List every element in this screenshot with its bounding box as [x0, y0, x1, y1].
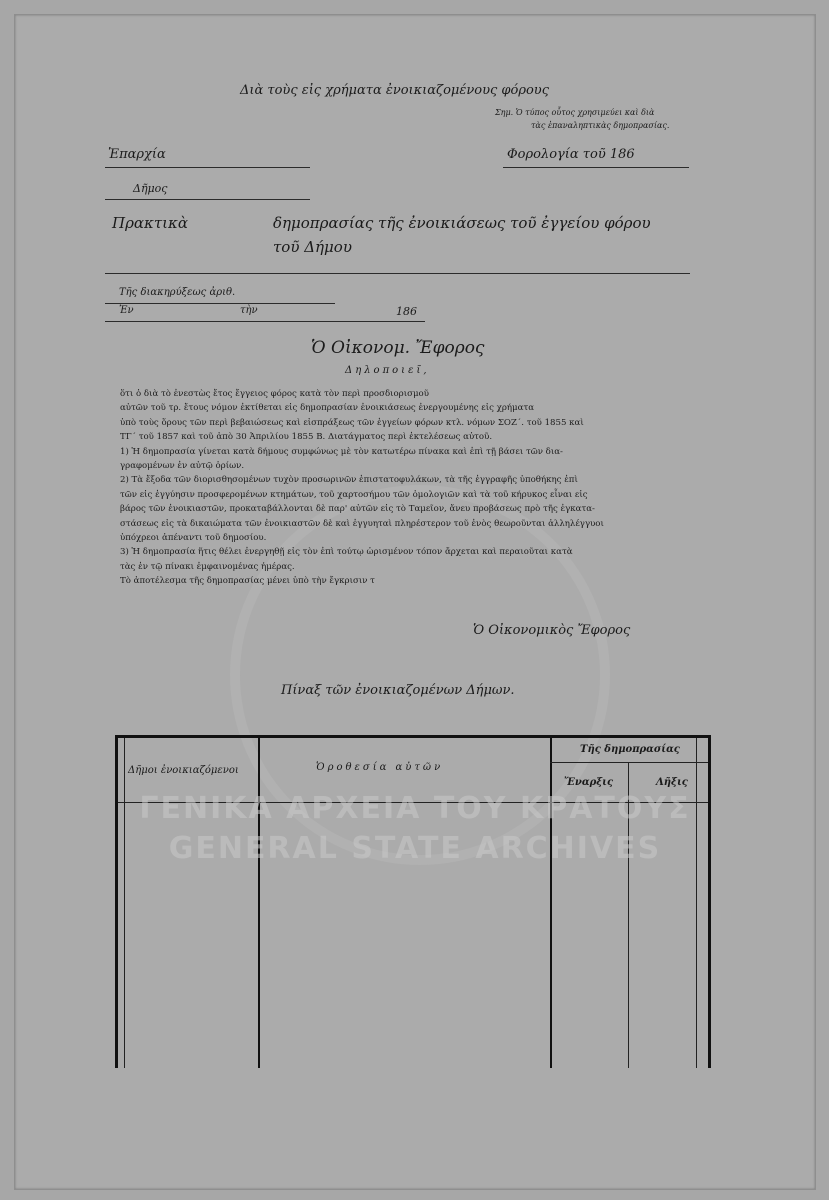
table-caption: Πίναξ τῶν ἐνοικιαζομένων Δήμων. [281, 683, 515, 698]
usage-note-line-2: τὰς ἐπαναληπτικὰς δημοπρασίας. [531, 121, 670, 130]
archive-watermark-english: GENERAL STATE ARCHIVES [168, 831, 662, 866]
table-col-divider [550, 738, 552, 1068]
table-inner-edge [124, 738, 125, 1068]
col-header-enarxis: Ἔναρξις [564, 777, 614, 788]
table-group-underline [550, 762, 708, 763]
proclamation-number-underline [105, 303, 335, 304]
praktika-text-line-2: τοῦ Δήμου [273, 238, 352, 256]
ephor-heading: Ὁ Οἰκονομ. Ἔφορος [311, 338, 485, 358]
eparchia-label: Ἐπαρχία [108, 147, 166, 162]
table-inner-edge [696, 738, 697, 1068]
praktika-text-line-1: δημοπρασίας τῆς ἐνοικιάσεως τοῦ ἐγγείου φόρου [273, 214, 651, 232]
usage-note-line-1: Σημ. Ὁ τύπος οὗτος χρησιμεύει καὶ διὰ [495, 108, 655, 117]
dimos-label: Δῆμος [133, 182, 168, 195]
body-line: 2) Τὰ ἔξοδα τῶν διορισθησομένων τυχὸν προσωρινῶν ἐπιστατοφυλάκων, τὰ τῆς ἐγγραφῆς ὑποθήκης ἐπὶ [120, 475, 578, 486]
proclamation-number-label: Τῆς διακηρύξεως ἀριθ. [119, 287, 236, 298]
proclamation-body [120, 387, 700, 589]
signature-line: Ὁ Οἰκονομικὸς Ἔφορος [473, 623, 631, 638]
body-line: στάσεως εἰς τὰ δικαιώματα τῶν ἐνοικιαστῶν δὲ καὶ ἐγγυηταὶ πληρέστερον τοῦ ἑνὸς θεωροῦνται ἀλληλέγγυοι [120, 518, 604, 529]
municipalities-table [115, 735, 711, 1068]
col-header-orothesia: Ὁροθεσία αὐτῶν [316, 762, 444, 773]
eparchia-underline [105, 167, 310, 168]
praktika-divider [105, 273, 690, 274]
proclamation-date-underline [105, 321, 425, 322]
body-line: ΤΓ΄ τοῦ 1857 καὶ τοῦ ἀπὸ 30 Ἀπριλίου 1855 Β. Διατάγματος περὶ ἐκτελέσεως αὐτοῦ. [120, 432, 493, 443]
body-line: ὑπὸ τοὺς ὅρους τῶν περὶ βεβαιώσεως καὶ εἰσπράξεως τῶν ἐγγείων φόρων κτλ. νόμων ΣΟΖ΄. τοῦ 1855 καὶ [120, 417, 584, 428]
body-line: 3) Ἡ δημοπρασία ἥτις θέλει ἐνεργηθῇ εἰς τὸν ἐπὶ τούτῳ ὡρισμένον τόπον ἄρχεται καὶ περαιοῦται κατὰ [120, 547, 573, 558]
document-title: Διὰ τοὺς εἰς χρήματα ἐνοικιαζομένους φόρους [240, 83, 549, 98]
body-line: ὅτι ὁ διὰ τὸ ἐνεστὼς ἔτος ἔγγειος φόρος κατὰ τὸν περὶ προσδιορισμοῦ [120, 389, 429, 399]
body-line: Τὸ ἀποτέλεσμα τῆς δημοπρασίας μένει ὑπὸ τὴν ἔγκρισιν τ [120, 576, 375, 587]
proclamation-year: 186 [396, 305, 417, 318]
forologia-label: Φορολογία τοῦ 186 [507, 147, 635, 162]
col-header-lixis: Λῆξις [656, 777, 688, 788]
table-col-divider [258, 738, 260, 1068]
dimos-underline [105, 199, 310, 200]
archive-watermark-greek: ΓΕΝΙΚΑ ΑΡΧΕΙΑ ΤΟΥ ΚΡΑΤΟΥΣ [139, 791, 691, 826]
praktika-label: Πρακτικὰ [112, 214, 189, 232]
document-page [14, 14, 816, 1190]
body-line: ὑπόχρεοι ἀπέναντι τοῦ δημοσίου. [120, 533, 267, 544]
body-line: τὰς ἐν τῷ πίνακι ἐμφαινομένας ἡμέρας. [120, 561, 295, 572]
proclamation-tin: τὴν [240, 305, 258, 316]
body-line: αὐτῶν τοῦ τρ. ἔτους νόμον ἐκτίθεται εἰς δημοπρασίαν ἐνοικιάσεως ἐνεργουμένης εἰς χρήματα [120, 403, 535, 414]
forologia-underline [503, 167, 689, 168]
col-header-dimoi: Δῆμοι ἐνοικιαζόμενοι [128, 765, 239, 776]
proclamation-en: Ἐν [119, 305, 134, 316]
body-line: βάρος τῶν ἐνοικιαστῶν, προκαταβάλλονται δὲ παρ' αὐτῶν εἰς τὸ Ταμεῖον, ἄνευ προβάσεως πρὸ τῆς ἐγκατα- [120, 504, 595, 515]
ephor-declares: Δηλοποιεῖ, [345, 365, 430, 376]
body-line: τῶν εἰς ἐγγύησιν προσφερομένων κτημάτων, τοῦ χαρτοσήμου τῶν ὁμολογιῶν καὶ τὰ τοῦ κήρυκος εἶναι εἰς [120, 489, 588, 500]
body-line: 1) Ἡ δημοπρασία γίνεται κατὰ δήμους συμφώνως μὲ τὸν κατωτέρω πίνακα καὶ ἐπὶ τῇ βάσει τῶν δια- [120, 446, 563, 457]
col-header-group: Τῆς δημοπρασίας [580, 744, 680, 755]
body-line: γραφομένων ἐν αὐτῷ ὁρίων. [120, 461, 245, 472]
